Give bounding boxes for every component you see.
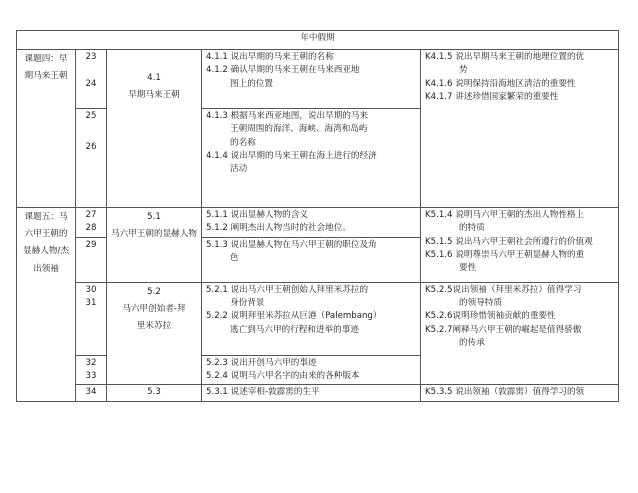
standard-line: 5.1.2 阐明杰出人物当时的社会地位。 [206, 223, 351, 234]
week-number: 32 [85, 357, 97, 368]
standard-line: 图上的位置 [230, 78, 273, 89]
unit4-standards-b [202, 109, 421, 208]
week-number: 25 [85, 111, 97, 121]
unit5-title: 课题五：马六甲王朝的显赫人物/杰出领袖 [17, 208, 76, 402]
unit5-standards-52a [202, 282, 421, 355]
topic-name: 马六甲王朝的显赫人物 [111, 229, 197, 240]
value-line: K4.1.5 说出早期马来王朝的地理位置的优 [425, 52, 585, 62]
value-line: K5.1.5 说出马六甲王朝社会所遵行的价值观 [425, 236, 593, 247]
week-number: 26 [85, 142, 97, 153]
unit4-weeks-b [76, 109, 107, 208]
unit4-standards-a [202, 50, 421, 109]
standard-line: 身份背景 [230, 297, 265, 308]
unit5-weeks-52b [76, 355, 107, 385]
value-line: K5.2.6说明珍惜领袖贡献的重要性 [425, 311, 556, 322]
unit5-standards-51a [202, 208, 421, 238]
week-number: 31 [85, 297, 97, 308]
standard-line: 4.1.2 确认早期的马来王朝在马来西亚地 [206, 65, 360, 76]
unit5-row-52a [17, 282, 619, 355]
topic-number: 5.2 [147, 286, 161, 297]
value-line: K5.1.4 说明马六甲王朝的杰出人物性格上 [425, 210, 585, 220]
value-line: 要性 [459, 263, 477, 274]
value-line: K4.1.7 讲述珍惜国家繁荣的重要性 [425, 91, 559, 102]
topic-name: 马六甲创始者-拜里米苏拉 [122, 303, 186, 331]
value-line: 势 [459, 65, 468, 76]
standard-line: 5.1.3 说出显赫人物在马六甲王朝的职位及角 [206, 239, 377, 250]
value-line: K5.1.6 说明尊崇马六甲王朝显赫人物的重 [425, 249, 585, 260]
unit5-standards-51b [202, 237, 421, 282]
standard-line: 5.2.1 说出马六甲王朝创始人拜里米苏拉的 [206, 284, 369, 295]
lesson-plan-table [16, 30, 619, 402]
unit5-topic-51 [107, 208, 202, 283]
header-row [17, 31, 619, 50]
standard-line: 4.1.1 说出早期的马来王朝的名称 [206, 52, 334, 62]
topic-name: 早期马来王朝 [128, 90, 180, 101]
unit4-values [421, 50, 619, 208]
topic-number: 4.1 [147, 73, 161, 83]
week-number: 28 [85, 223, 97, 234]
value-line: 的传承 [459, 337, 485, 348]
standard-line: 5.2.4 说明马六甲名字的由来的各种版本 [206, 370, 360, 381]
unit5-weeks-52a [76, 282, 107, 355]
standard-line: 的名称 [230, 137, 256, 148]
week-number: 33 [85, 370, 97, 381]
unit5-values-51 [421, 208, 619, 283]
week-number: 27 [85, 210, 97, 220]
topic-number: 5.1 [147, 212, 161, 222]
unit4-row-a [17, 50, 619, 109]
topic-number: 5.3 [107, 385, 202, 401]
value-line: K4.1.6 说明保持沿海地区清洁的重要性 [425, 78, 576, 89]
holiday-header: 年中假期 [17, 31, 619, 50]
value-line: 的领导特质 [459, 297, 502, 308]
standard-line: 色 [230, 252, 239, 263]
standard-line: 4.1.3 根据马来西亚地图，说出早期的马来 [206, 111, 369, 121]
unit5-topic-52 [107, 282, 202, 385]
week-number: 30 [85, 284, 97, 295]
standard-line: 5.2.2 说明拜里米苏拉从巨港（Palembang） [206, 311, 382, 322]
standard-line: 5.3.1 说述宰相-敦霹雳的生平 [202, 385, 421, 401]
standard-line: 逃亡到马六甲的行程和进举的事迹 [230, 324, 359, 335]
week-number: 34 [76, 385, 107, 401]
unit4-weeks-a [76, 50, 107, 109]
value-line: 的特质 [459, 223, 485, 234]
week-number: 23 [85, 52, 97, 62]
value-line: K5.3.5 说出领袖（敦霹雳）值得学习的领 [421, 385, 619, 401]
standard-line: 王朝周围的海洋、海峡、海湾和岛屿 [230, 124, 368, 135]
standard-line: 4.1.4 说出早期的马来王朝在海上进行的经济 [206, 150, 377, 161]
week-number: 29 [76, 237, 107, 282]
unit5-row-53 [17, 385, 619, 401]
standard-line: 5.2.3 说出开创马六甲的事迹 [206, 357, 317, 368]
value-line: K5.2.7阐释马六甲王朝的崛起是值得骄傲 [425, 324, 582, 335]
unit5-standards-52b [202, 355, 421, 385]
unit5-row-51a [17, 208, 619, 238]
unit4-title: 课题四：早期马来王朝 [17, 50, 76, 208]
standard-line: 5.1.1 说出显赫人物的含义 [206, 210, 308, 220]
value-line: K5.2.5说出领袖（拜里米苏拉）值得学习 [425, 284, 582, 295]
unit4-topic [107, 50, 202, 208]
standard-line: 活动 [230, 164, 248, 175]
unit5-weeks-51a [76, 208, 107, 238]
week-number: 24 [85, 79, 97, 90]
unit5-values-52 [421, 282, 619, 385]
